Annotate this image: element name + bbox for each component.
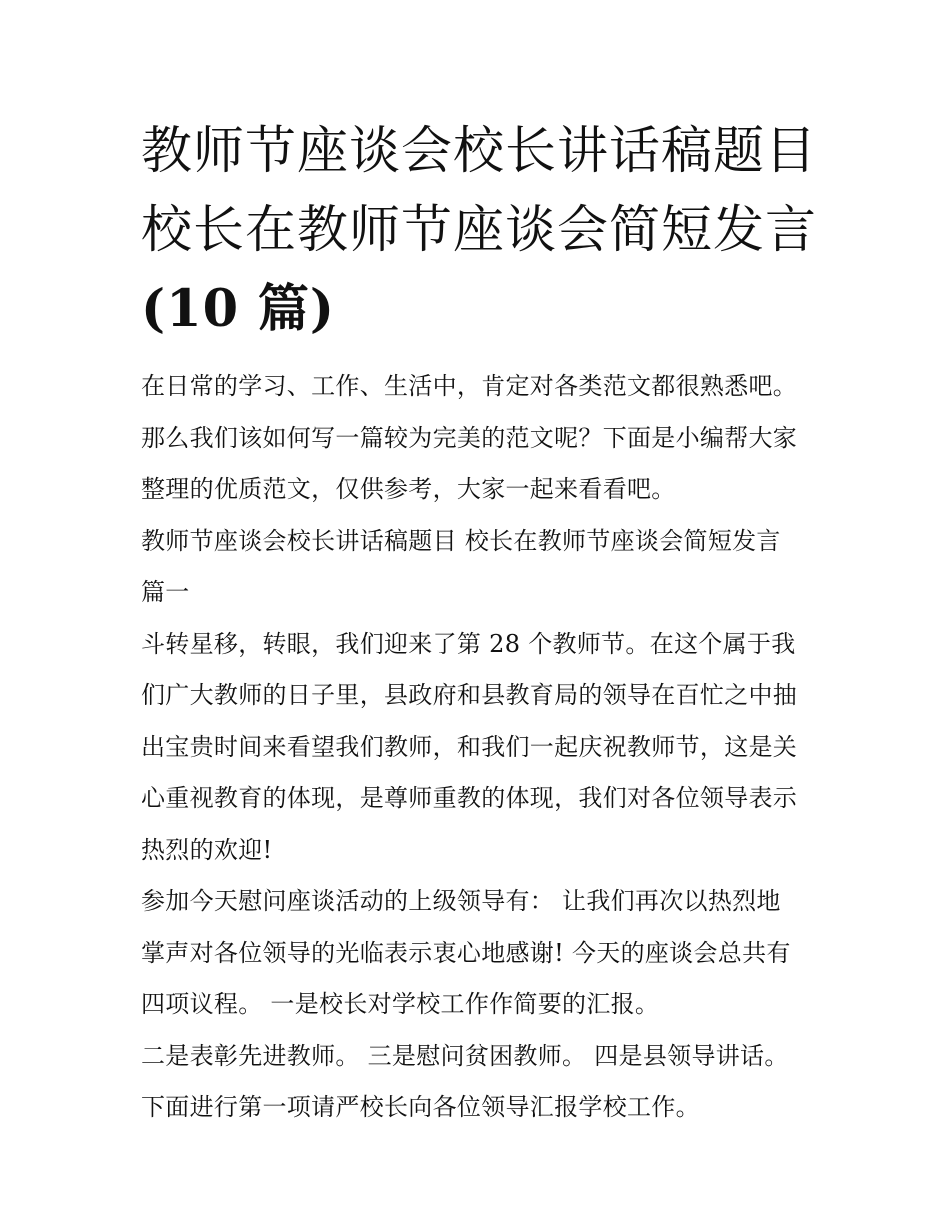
document-body [141, 361, 821, 1134]
section-heading-line-2: 篇一 [141, 578, 190, 606]
paragraph-line-9: 二是表彰先进教师。 三是慰问贫困教师。 四是县领导讲话。 [141, 1041, 789, 1070]
document-page [141, 112, 821, 1134]
paragraph-line-7: 掌声对各位领导的光临表示衷心地感谢! 今天的座谈会总共有 [141, 938, 791, 967]
paragraph-line-10: 下面进行第一项请严校长向各位领导汇报学校工作。 [141, 1093, 700, 1121]
intro-line-1: 在日常的学习、工作、生活中，肯定对各类范文都很熟悉吧。 [141, 372, 798, 400]
title-line-2: 校长在教师节座谈会简短发言 [141, 201, 818, 260]
paragraph-line-8: 四项议程。 一是校长对学校工作作简要的汇报。 [141, 990, 660, 1018]
intro-line-3: 整理的优质范文，仅供参考，大家一起来看看吧。 [141, 475, 676, 503]
paragraph-line-2: 们广大教师的日子里，县政府和县教育局的领导在百忙之中抽 [141, 681, 798, 709]
intro-line-2: 那么我们该如何写一篇较为完美的范文呢？下面是小编帮大家 [141, 423, 798, 452]
section-heading-line-1: 教师节座谈会校长讲话稿题目 校长在教师节座谈会简短发言 [141, 526, 781, 555]
paragraph-line-4: 心重视教育的体现，是尊师重教的体现，我们对各位领导表示 [141, 784, 798, 812]
paragraph-line-5: 热烈的欢迎! [141, 835, 273, 864]
document-title [141, 112, 821, 349]
paragraph-line-1: 斗转星移，转眼，我们迎来了第 28 个教师节。在这个属于我 [141, 629, 796, 658]
title-line-3: (10 篇) [141, 279, 335, 339]
paragraph-line-6: 参加今天慰问座谈活动的上级领导有： 让我们再次以热烈地 [141, 887, 781, 915]
title-line-1: 教师节座谈会校长讲话稿题目 [141, 122, 818, 181]
paragraph-line-3: 出宝贵时间来看望我们教师，和我们一起庆祝教师节，这是关 [141, 732, 798, 761]
